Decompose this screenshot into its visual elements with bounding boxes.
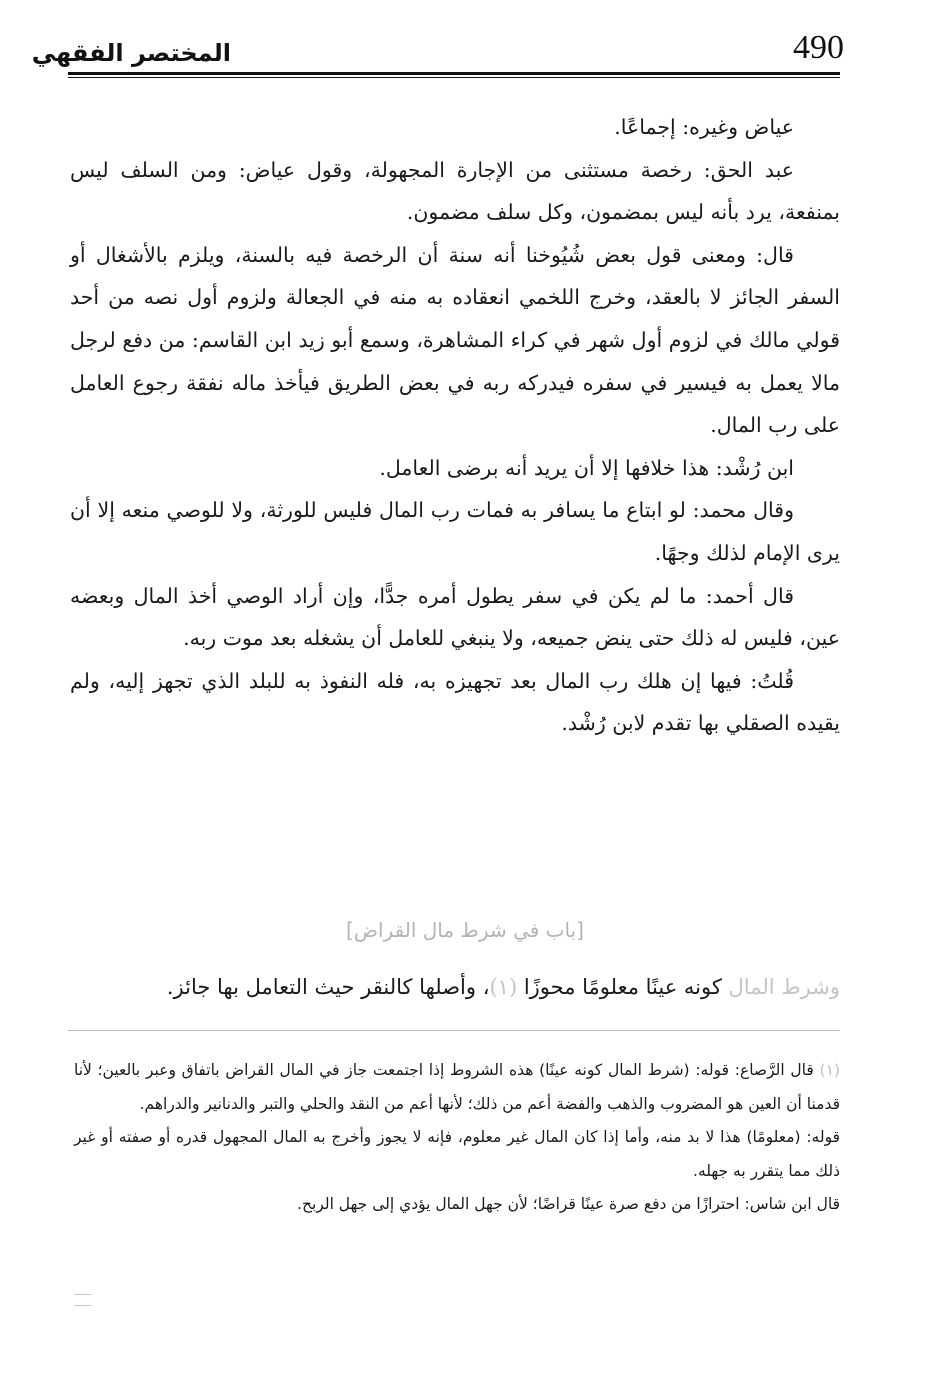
footnote-line: قوله: (معلومًا) هذا لا بد منه، وأما إذا كان المال غير معلوم، فإنه لا يجوز وأخرج به المال المجهول قدره أو صفته أو غير ذلك مما يتقرر به جهله. [74, 1128, 840, 1180]
footnote-line [74, 1054, 840, 1121]
footnote-separator [68, 1030, 840, 1031]
page-header [0, 0, 936, 100]
footnote-text: قال الرَّصاع: قوله: (شرط المال كونه عينًا) هذه الشروط إذا اجتمعت جاز في المال القراض باتفاق وعبر بالعين؛ لأنا قدمنا أن العين هو المضروب والذهب والفضة أعم من ذلك؛ لأنها أعم من النقد والحلي والتبر والدنانير والدراهم. [74, 1061, 840, 1113]
running-title: المختصر الفقهي [31, 39, 231, 67]
page-number: 490 [793, 29, 844, 66]
header-rule-thin [68, 77, 840, 78]
paragraph: قال: ومعنى قول بعض شُيُوخنا أنه سنة أن الرخصة فيه بالسنة، ويلزم بالأشغال أو السفر الجائز لا بالعقد، وخرج اللخمي انعقاده به منه في الجعالة ولزوم أول نصه من أحد قولي مالك في لزوم أول شهر في كراء المشاهرة، وسمع أبو زيد ابن القاسم: من دفع لرجل مالا يعمل به فيسير في سفره فيدركه ربه في بعض الطريق فيأخذ ماله نفقة رجوع العامل على رب المال. [70, 242, 840, 438]
matn-faded-lead: وشرط المال [728, 975, 840, 999]
footnotes [74, 1054, 840, 1222]
matn-text: كونه عينًا معلومًا محوزًا [517, 975, 729, 999]
footnote-marker: (١) [819, 1061, 840, 1079]
paragraph: وقال محمد: لو ابتاع ما يسافر به فمات رب المال فليس للورثة، ولا للوصي منعه إلا أن يرى الإمام لذلك وجهًا. [70, 498, 840, 565]
footnote-line: قال ابن شاس: احترازًا من دفع صرة عينًا قراضًا؛ لأن جهل المال يؤدي إلى جهل الربح. [297, 1195, 840, 1213]
matn-footnote-marker: (١) [489, 975, 518, 999]
page-end-mark [74, 1294, 92, 1306]
body-text [70, 106, 840, 745]
paragraph: قال أحمد: ما لم يكن في سفر يطول أمره جدًّا، وإن أراد الوصي أخذ المال وبعضه عين، فليس له ذلك حتى ينض جميعه، ولا ينبغي للعامل أن يشغله بعد موت ربه. [70, 583, 840, 651]
paragraph: عبد الحق: رخصة مستثنى من الإجارة المجهولة، وقول عياض: ومن السلف ليس بمنفعة، يرد بأنه ليس بمضمون، وكل سلف مضمون. [70, 157, 840, 225]
matn-tail: ، وأصلها كالنقر حيث التعامل بها جائز. [166, 975, 490, 999]
paragraph: ابن رُشْد: هذا خلافها إلا أن يريد أنه برضى العامل. [379, 455, 794, 480]
paragraph: عياض وغيره: إجماعًا. [614, 115, 794, 139]
paragraph: قُلتُ: فيها إن هلك رب المال بعد تجهيزه به، فله النفوذ به للبلد الذي تجهز إليه، ولم يقيده الصقلي بها تقدم لابن رُشْد. [70, 668, 840, 736]
header-rule-thick [68, 72, 840, 75]
matn-line [70, 966, 840, 1008]
section-heading: [باب في شرط مال القراض] [346, 918, 584, 942]
